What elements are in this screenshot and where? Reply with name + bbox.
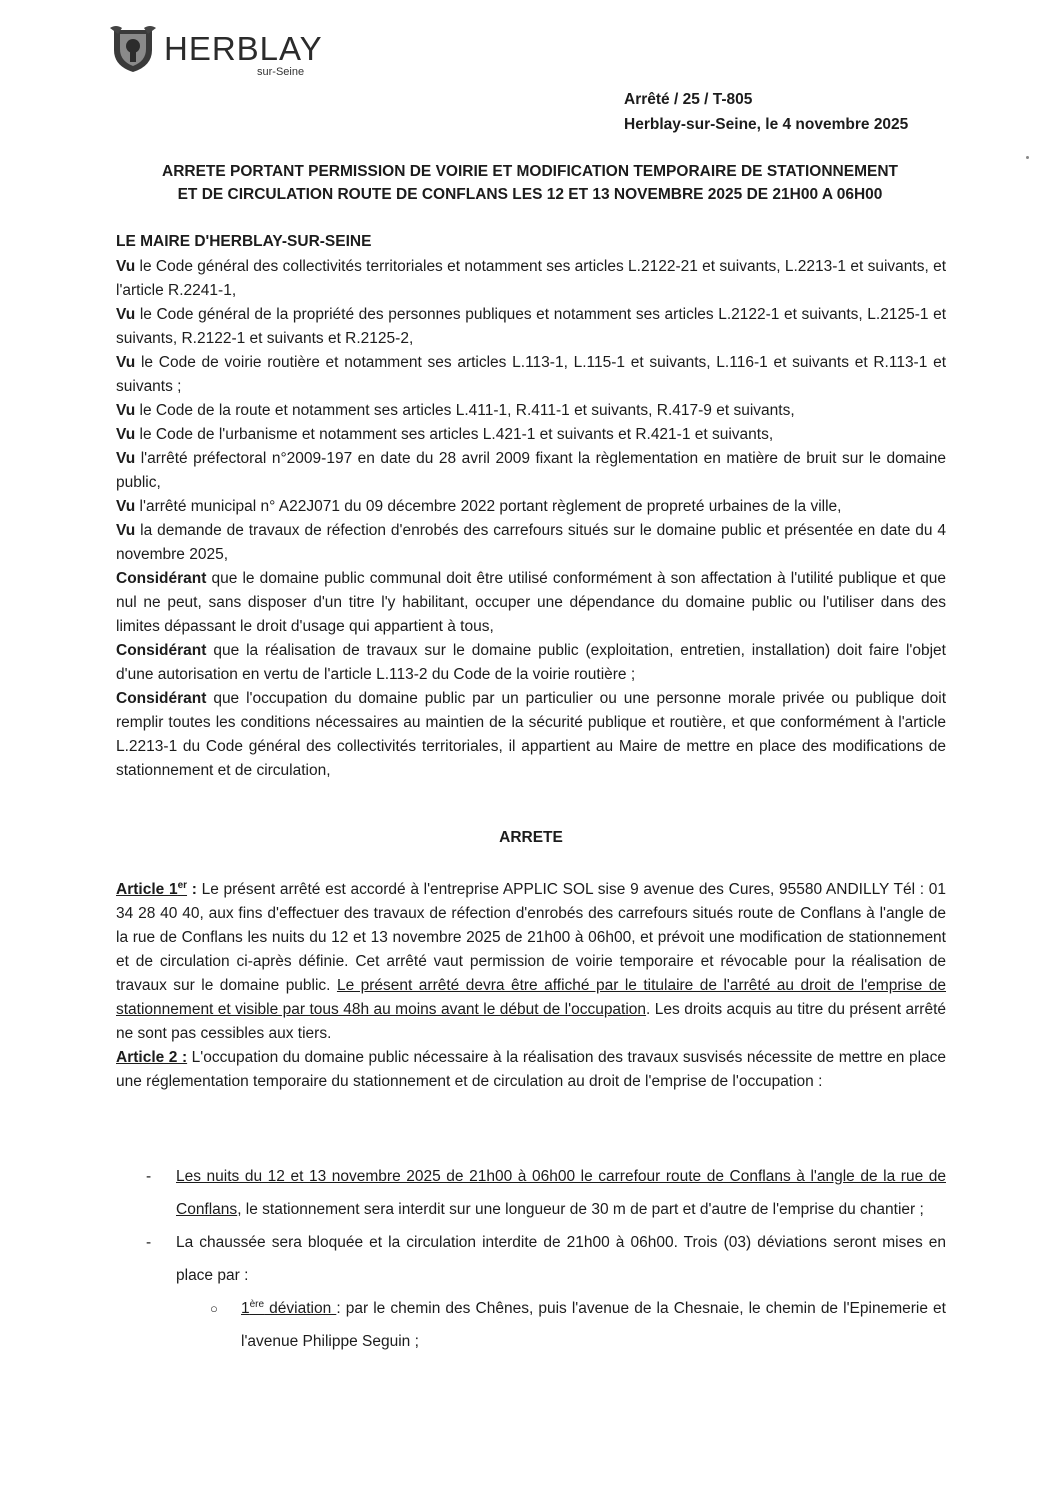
preamble-text: la demande de travaux de réfection d'enrobés des carrefours situés sur le domaine public et présentée en date du 4 novembre 2025, [116, 522, 946, 563]
preamble-text: l'arrêté préfectoral n°2009-197 en date du 28 avril 2009 fixant la règlementation en matière de bruit sur le domaine public, [116, 450, 946, 491]
title-line-1: ARRETE PORTANT PERMISSION DE VOIRIE ET MODIFICATION TEMPORAIRE DE STATIONNEMENT [162, 163, 898, 180]
preamble-item [116, 423, 946, 447]
preamble-item [116, 351, 946, 399]
sub-list-item [146, 1292, 946, 1358]
preamble-lead: Vu [116, 306, 136, 323]
preamble-item [116, 639, 946, 687]
article-2-text: L'occupation du domaine public nécessaire à la réalisation des travaux susvisés nécessite de mettre en place une réglementation temporaire du stationnement et de circulation au droit de l'emprise de l'occupation : [116, 1049, 946, 1090]
bullet-mark: - [146, 1168, 152, 1185]
document-title [110, 160, 950, 206]
preamble-item [116, 495, 946, 519]
measures-list [146, 1160, 946, 1358]
title-line-2: ET DE CIRCULATION ROUTE DE CONFLANS LES 12 ET 13 NOVEMBRE 2025 DE 21H00 A 06H00 [177, 186, 883, 203]
article-2 [116, 1046, 946, 1094]
deviation-label-text: déviation [264, 1300, 337, 1317]
preamble-text: que le domaine public communal doit être utilisé conformément à son affectation à l'utilité publique et que nul ne peut, sans disposer d'un titre l'y habilitant, occuper une dépendance du domaine public ou l'utiliser dans des limites dépassant le droit d'usage qui appartient à tous, [116, 570, 946, 635]
preamble-item [116, 567, 946, 639]
preamble-text: le Code général de la propriété des personnes publiques et notamment ses articles L.2122-1 et suivants, L.2125-1 et suivants, R.2122-1 et suivants et R.2125-2, [116, 306, 946, 347]
sub-bullet-mark: ○ [210, 1301, 218, 1316]
preamble-text: que l'occupation du domaine public par un particulier ou une personne morale privée ou publique doit remplir toutes les conditions nécessaires au maintien de la sécurité publique et routière, et que conformément à l'article L.2213-1 du Code général des collectivités territoriales, il appartient au Maire de mettre en place des modifications de stationnement et de circulation, [116, 690, 946, 779]
preamble-lead: Considérant [116, 690, 207, 707]
preamble-item [116, 255, 946, 303]
preamble [116, 230, 946, 783]
list-item [146, 1160, 946, 1226]
deviation-label [241, 1300, 336, 1317]
bullet-mark: - [146, 1234, 152, 1251]
bullet-underlined: Les nuits du 12 et 13 novembre 2025 de 21h00 à 06h00 le carrefour route de Conflans à l'angle de la rue de Conflans [176, 1168, 946, 1218]
article-1-underlined: Le présent arrêté devra être affiché par le titulaire de l'arrêté au droit de l'emprise de stationnement et visible par tous 48h au moins avant le début de l'occupation [116, 977, 947, 1018]
preamble-lead: Vu [116, 498, 136, 515]
scan-speck [1026, 156, 1029, 159]
article-1-label [116, 881, 187, 898]
preamble-item [116, 687, 946, 783]
deviation-label-sup: ère [249, 1298, 265, 1310]
place-date: Herblay-sur-Seine, le 4 novembre 2025 [624, 116, 909, 133]
preamble-lead: Vu [116, 258, 136, 275]
preamble-lead: Vu [116, 522, 136, 539]
preamble-text: l'arrêté municipal n° A22J071 du 09 décembre 2022 portant règlement de propreté urbaines de la ville, [135, 498, 842, 515]
deviation-label-num: 1 [241, 1300, 250, 1317]
preamble-text: le Code général des collectivités territoriales et notamment ses articles L.2122-21 et suivants, L.2213-1 et suivants, et l'article R.2241-1, [116, 258, 946, 299]
preamble-text: le Code de voirie routière et notamment ses articles L.113-1, L.115-1 et suivants, L.116-1 et suivants et R.113-1 et suivants ; [116, 354, 946, 395]
preamble-lead: Considérant [116, 570, 207, 587]
deviation-text: : par le chemin des Chênes, puis l'avenue de la Chesnaie, le chemin de l'Epinemerie et l'avenue Philippe Seguin ; [241, 1300, 946, 1350]
preamble-lead: Vu [116, 402, 136, 419]
bullet-text: La chaussée sera bloquée et la circulation interdite de 21h00 à 06h00. Trois (03) déviations seront mises en place par : [176, 1234, 946, 1284]
article-1-label-text: Article 1 [116, 881, 178, 898]
preamble-lead: Vu [116, 426, 136, 443]
preamble-item [116, 447, 946, 495]
logo-name: HERBLAY [164, 30, 323, 67]
herblay-logo [108, 24, 338, 82]
preamble-text: que la réalisation de travaux sur le domaine public (exploitation, entretien, installation) doit faire l'objet d'une autorisation en vertu de l'article L.113-2 du Code de la voirie routière ; [116, 642, 946, 683]
article-1-colon: : [187, 881, 197, 898]
list-item [146, 1226, 946, 1292]
bullet-text: , le stationnement sera interdit sur une longueur de 30 m de part et d'autre de l'emprise du chantier ; [237, 1201, 924, 1218]
article-1-tail: . Les droits acquis au titre du présent arrêté ne sont pas cessibles aux tiers. [116, 1001, 946, 1042]
preamble-item [116, 399, 946, 423]
article-1 [116, 878, 946, 1046]
preamble-lead: Vu [116, 354, 136, 371]
article-1-text: Le présent arrêté est accordé à l'entreprise APPLIC SOL sise 9 avenue des Cures, 95580 ANDILLY Tél : 01 34 28 40 40, aux fins d'effectuer des travaux de réfection d'enrobés des carrefours situés route de Conflans à l'angle de la rue de Conflans les nuits du 12 et 13 novembre 2025 de 21h00 à 06h00, et prévoit une modification de stationnement et de circulation ci-après définie. Cet arrêté vaut permission de voirie temporaire et révocable pour la réalisation de travaux sur le domaine public. [116, 881, 947, 994]
preamble-text: le Code de la route et notamment ses articles L.411-1, R.411-1 et suivants, R.417-9 et suivants, [135, 402, 795, 419]
preamble-lead: Vu [116, 450, 136, 467]
preamble-item [116, 303, 946, 351]
article-1-label-sup: er [177, 879, 188, 891]
preamble-item [116, 519, 946, 567]
articles [116, 878, 946, 1094]
logo-subtitle: sur-Seine [257, 66, 305, 78]
arrete-reference: Arrêté / 25 / T-805 [624, 91, 753, 108]
arrete-heading: ARRETE [499, 829, 563, 846]
reference-block [624, 87, 908, 137]
preamble-lead: Considérant [116, 642, 207, 659]
maire-heading: LE MAIRE D'HERBLAY-SUR-SEINE [116, 233, 372, 250]
preamble-text: le Code de l'urbanisme et notamment ses articles L.421-1 et suivants et R.421-1 et suivants, [135, 426, 774, 443]
article-2-label: Article 2 : [116, 1049, 188, 1066]
city-crest-icon [108, 24, 158, 74]
